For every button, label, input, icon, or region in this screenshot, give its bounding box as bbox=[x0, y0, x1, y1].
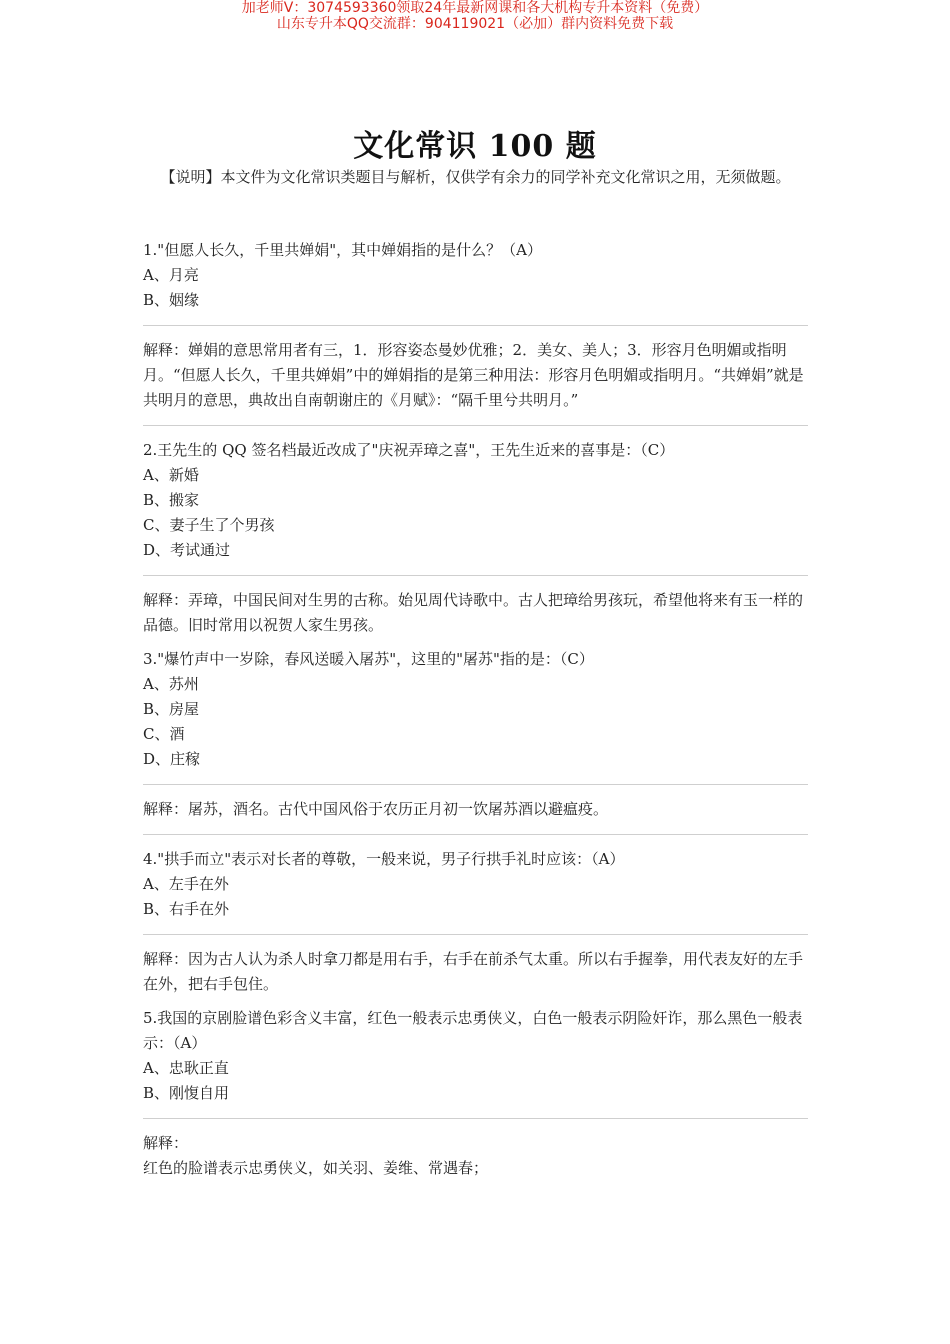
question-block-5 bbox=[143, 1006, 808, 1181]
question-text: 2.王先生的 QQ 签名档最近改成了"庆祝弄璋之喜"，王先生近来的喜事是：（C） bbox=[143, 441, 675, 459]
question-block-2 bbox=[143, 438, 808, 643]
option-c: C、酒 bbox=[143, 725, 185, 743]
promo-line-2: 山东专升本QQ交流群：904119021（必加）群内资料免费下载 bbox=[276, 16, 674, 32]
option-a: A、苏州 bbox=[143, 675, 199, 693]
option-d: D、庄稼 bbox=[143, 750, 201, 768]
option-b: B、右手在外 bbox=[143, 900, 230, 918]
page-title: 文化常识 100 题 bbox=[353, 129, 597, 164]
intro-note: 【说明】本文件为文化常识类题目与解析，仅供学有余力的同学补充文化常识之用，无须做题。 bbox=[160, 168, 791, 186]
option-a: A、忠耿正直 bbox=[143, 1059, 229, 1077]
explanation-detail: 红色的脸谱表示忠勇侠义，如关羽、姜维、常遇春； bbox=[143, 1159, 489, 1177]
divider bbox=[143, 1118, 808, 1119]
option-b: B、姻缘 bbox=[143, 291, 200, 309]
promo-line-1: 加老师V：3074593360领取24年最新网课和各大机构专升本资料（免费） bbox=[241, 0, 709, 16]
divider bbox=[143, 934, 808, 935]
option-b: B、房屋 bbox=[143, 700, 200, 718]
option-b: B、搬家 bbox=[143, 491, 200, 509]
explanation: 解释：婵娟的意思常用者有三，1．形容姿态曼妙优雅；2．美女、美人；3．形容月色明媚或指明月。“但愿人长久，千里共婵娟”中的婵娟指的是第三种用法：形容月色明媚或指明月。“共婵娟”就是共明月的意思，典故出自南朝谢庄的《月赋》：“隔千里兮共明月。” bbox=[143, 341, 804, 409]
question-text: 1."但愿人长久，千里共婵娟"，其中婵娟指的是什么？（A） bbox=[143, 241, 542, 259]
promo-banner bbox=[0, 0, 950, 32]
explanation: 解释：弄璋，中国民间对生男的古称。始见周代诗歌中。古人把璋给男孩玩，希望他将来有玉一样的品德。旧时常用以祝贺人家生男孩。 bbox=[143, 591, 804, 634]
question-block-1 bbox=[143, 238, 808, 426]
question-list bbox=[143, 238, 808, 1181]
divider bbox=[143, 575, 808, 576]
divider bbox=[143, 325, 808, 326]
question-text: 3."爆竹声中一岁除，春风送暖入屠苏"，这里的"屠苏"指的是：（C） bbox=[143, 650, 594, 668]
option-a: A、新婚 bbox=[143, 466, 199, 484]
divider bbox=[143, 784, 808, 785]
question-block-4 bbox=[143, 847, 808, 1002]
option-b: B、刚愎自用 bbox=[143, 1084, 230, 1102]
explanation: 解释： bbox=[143, 1134, 189, 1152]
explanation: 解释：屠苏，酒名。古代中国风俗于农历正月初一饮屠苏酒以避瘟疫。 bbox=[143, 800, 609, 818]
explanation: 解释：因为古人认为杀人时拿刀都是用右手，右手在前杀气太重。所以右手握拳，用代表友好的左手在外，把右手包住。 bbox=[143, 950, 804, 993]
option-c: C、妻子生了个男孩 bbox=[143, 516, 275, 534]
divider bbox=[143, 834, 808, 835]
option-d: D、考试通过 bbox=[143, 541, 231, 559]
question-text: 4."拱手而立"表示对长者的尊敬，一般来说，男子行拱手礼时应该：（A） bbox=[143, 850, 625, 868]
question-text: 5.我国的京剧脸谱色彩含义丰富，红色一般表示忠勇侠义，白色一般表示阴险奸诈，那么黑色一般表示：（A） bbox=[143, 1009, 803, 1052]
divider bbox=[143, 425, 808, 426]
question-block-3 bbox=[143, 647, 808, 835]
option-a: A、月亮 bbox=[143, 266, 199, 284]
option-a: A、左手在外 bbox=[143, 875, 229, 893]
